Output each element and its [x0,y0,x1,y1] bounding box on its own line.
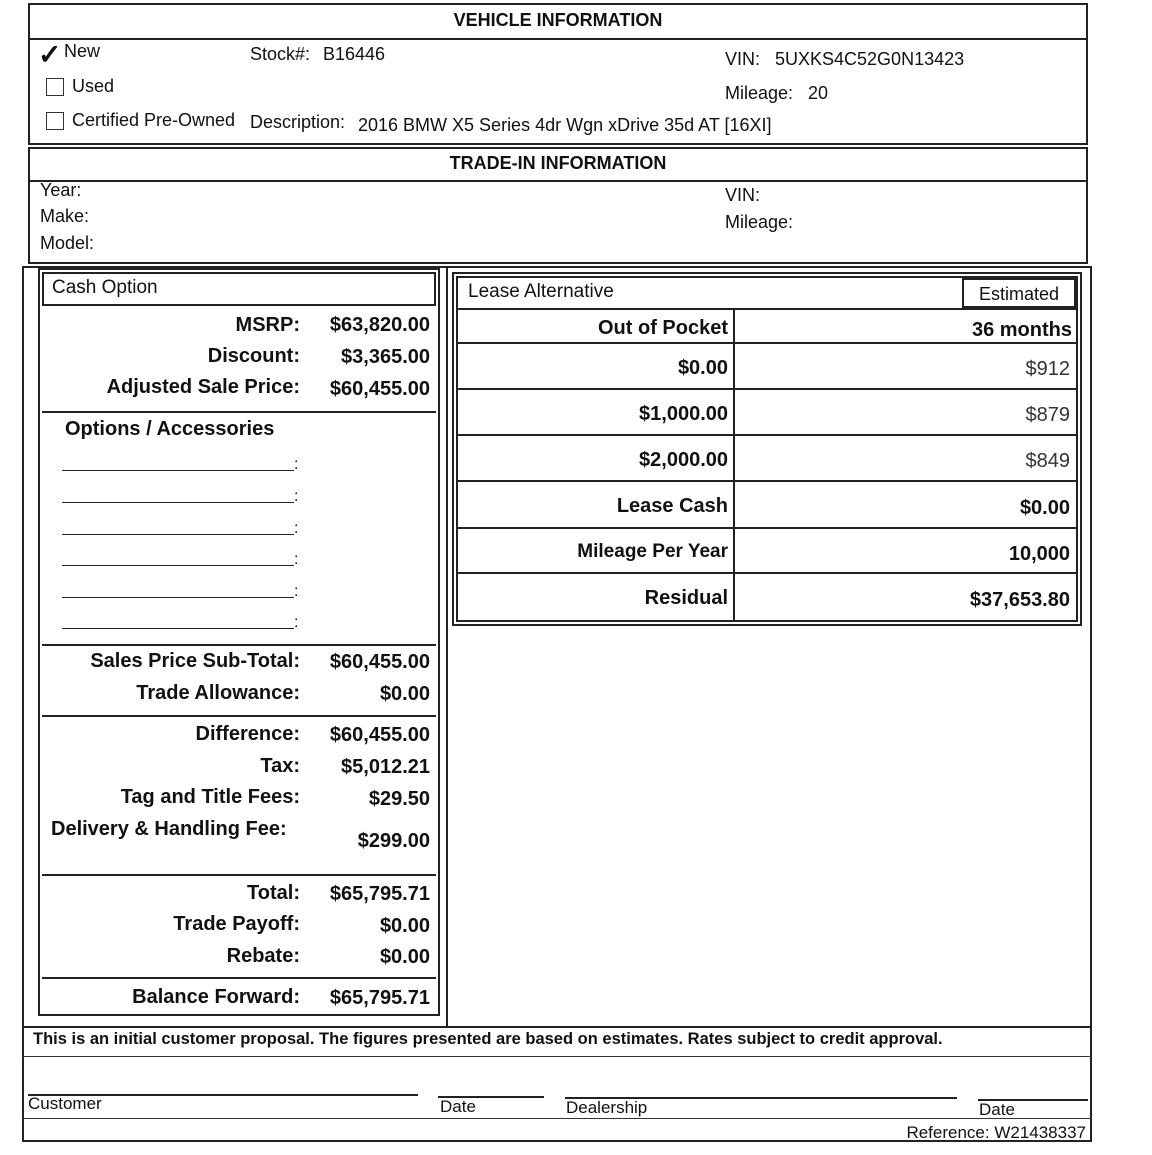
lease-row-2-left: $2,000.00 [639,449,728,471]
vin-value: 5UXKS4C52G0N13423 [775,49,965,69]
options-accessories-header: Options / Accessories [65,418,275,440]
difference-label: Difference: [195,723,300,745]
lease-row-rule-1 [456,388,1078,390]
lease-table-col-divider [733,308,735,622]
stock-label: Stock#: [250,44,311,64]
tax-label: Tax: [260,755,300,777]
delivery-fee-label: Delivery & Handling Fee: [51,818,287,840]
lease-area-left-rule [446,268,448,1028]
option-line-4[interactable] [62,565,294,566]
trade-in-header-rule [28,180,1088,182]
dealership-label: Dealership [566,1098,648,1117]
mileage-value: 20 [808,83,829,103]
cash-divider-3 [42,715,436,717]
trade-payoff-value: $0.00 [379,915,430,937]
lease-row-rule-3 [456,480,1078,482]
reference-number: Reference: W21438337 [906,1123,1086,1142]
months-header: 36 months [971,319,1072,341]
lease-row-1-left: $1,000.00 [639,403,728,425]
option-line-1[interactable] [62,470,294,471]
trade-vin-label: VIN: [725,185,761,205]
dealership-date-label: Date [979,1100,1015,1119]
stock-value: B16446 [323,44,386,64]
trade-allowance-label: Trade Allowance: [136,682,300,704]
option-colon-3: : [294,520,299,537]
trade-make-label: Make: [40,206,90,226]
lease-row-rule-2 [456,434,1078,436]
residual-label: Residual [644,587,728,609]
cash-divider-2 [42,644,436,646]
option-colon-5: : [294,583,299,600]
option-colon-4: : [294,551,299,568]
lease-cash-label: Lease Cash [616,495,728,517]
residual-value: $37,653.80 [969,589,1070,611]
rebate-value: $0.00 [379,946,430,968]
msrp-value: $63,820.00 [329,314,430,336]
disclaimer-text: This is an initial customer proposal. The figures presented are based on estimates. Rates subject to credit approval. [33,1030,943,1048]
cash-divider-4 [42,874,436,876]
cash-divider-1 [42,411,436,413]
new-check-mark: ✓ [38,39,62,70]
option-colon-2: : [294,488,299,505]
mileage-per-year-label: Mileage Per Year [577,541,728,562]
lease-cash-value: $0.00 [1019,497,1070,519]
cpo-checkbox[interactable] [46,112,64,130]
out-of-pocket-header: Out of Pocket [597,317,728,339]
description-label: Description: [250,112,346,132]
new-label: New [64,41,101,61]
tax-value: $5,012.21 [341,756,430,778]
option-line-6[interactable] [62,628,294,629]
lease-row-rule-0 [456,342,1078,344]
mileage-per-year-value: 10,000 [1008,543,1070,565]
customer-label: Customer [28,1094,102,1113]
lease-row-2-right: $849 [1025,450,1070,472]
lease-row-rule-5 [456,572,1078,574]
trade-payoff-label: Trade Payoff: [173,913,300,935]
lease-row-1-right: $879 [1025,404,1070,426]
cash-option-header: Cash Option [52,277,158,298]
footer-top-rule [22,1026,1092,1028]
trade-mileage-label: Mileage: [725,212,794,232]
lease-row-0-right: $912 [1025,358,1070,380]
footer-mid-rule [22,1056,1092,1057]
tag-title-fees-label: Tag and Title Fees: [120,786,300,808]
subtotal-value: $60,455.00 [329,651,430,673]
description-value: 2016 BMW X5 Series 4dr Wgn xDrive 35d AT [16XI] [358,115,772,135]
vehicle-info-header: VEHICLE INFORMATION [453,10,663,30]
option-colon-6: : [294,614,299,631]
option-line-2[interactable] [62,502,294,503]
discount-value: $3,365.00 [341,346,430,368]
trade-year-label: Year: [40,180,82,200]
balance-forward-label: Balance Forward: [132,986,300,1008]
total-value: $65,795.71 [329,883,430,905]
vin-label: VIN: [725,49,761,69]
vehicle-header-rule [28,38,1088,40]
msrp-label: MSRP: [235,314,300,336]
trade-in-header: TRADE-IN INFORMATION [449,153,667,173]
estimated-label: Estimated [978,284,1060,304]
difference-value: $60,455.00 [329,724,430,746]
lease-row-rule-4 [456,527,1078,529]
used-checkbox[interactable] [46,78,64,96]
balance-forward-value: $65,795.71 [329,987,430,1009]
mileage-label: Mileage: [725,83,794,103]
customer-date-label: Date [440,1097,476,1116]
cash-divider-5 [42,977,436,979]
trade-allowance-value: $0.00 [379,683,430,705]
option-line-5[interactable] [62,597,294,598]
discount-label: Discount: [207,345,300,367]
delivery-fee-value: $299.00 [357,830,430,852]
tag-title-fees-value: $29.50 [368,788,430,810]
option-line-3[interactable] [62,534,294,535]
footer-bottom-rule [22,1118,1092,1119]
cpo-label: Certified Pre-Owned [72,110,236,130]
adjusted-sale-price-value: $60,455.00 [329,378,430,400]
adjusted-sale-price-label: Adjusted Sale Price: [106,376,300,398]
lease-row-0-left: $0.00 [677,357,728,379]
option-colon-1: : [294,456,299,473]
lease-header: Lease Alternative [468,281,614,302]
rebate-label: Rebate: [226,945,300,967]
subtotal-label: Sales Price Sub-Total: [90,650,300,672]
trade-model-label: Model: [40,233,95,253]
total-label: Total: [247,882,300,904]
used-label: Used [72,76,115,96]
